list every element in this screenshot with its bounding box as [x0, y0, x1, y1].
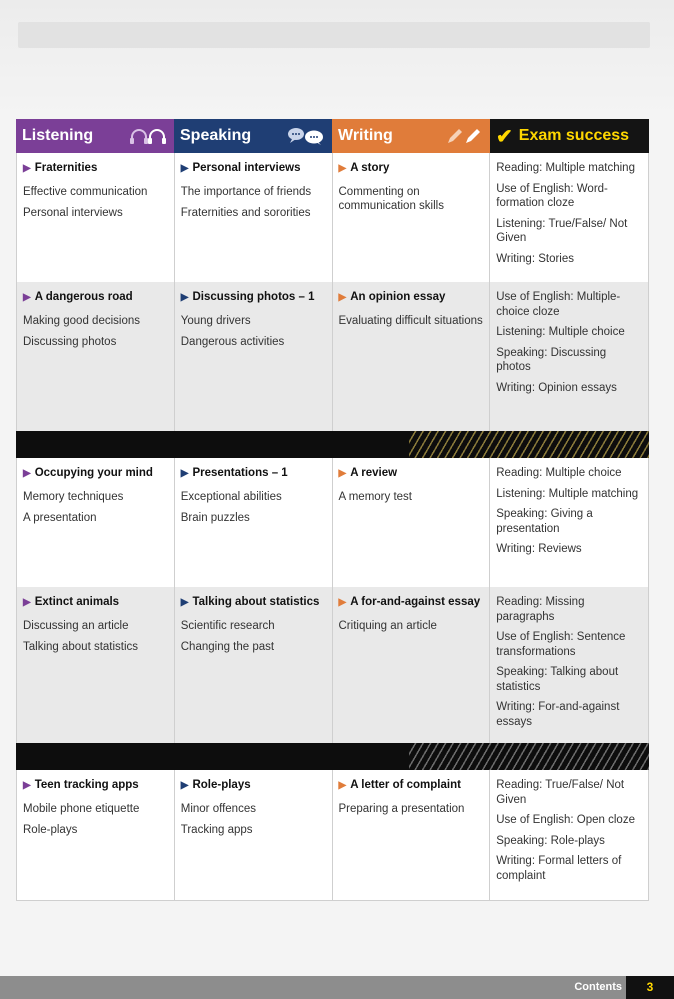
triangle-bullet-icon: ▶: [338, 597, 347, 608]
writing-cell: [333, 458, 491, 587]
table-row: [16, 153, 649, 282]
list-item: Use of English: Word-formation cloze: [496, 182, 608, 209]
list-item: Listening: True/False/ Not Given: [496, 217, 628, 244]
header-speaking-label: Speaking: [180, 127, 252, 144]
list-item: Scientific research: [180, 619, 275, 632]
triangle-bullet-icon: ▶: [180, 292, 189, 303]
listening-title: Occupying your mind: [34, 467, 153, 479]
list-item: Preparing a presentation: [338, 802, 465, 815]
table-row: [16, 587, 649, 743]
speaking-title: Talking about statistics: [192, 596, 320, 608]
listening-title: Fraternities: [34, 162, 98, 174]
list-item: Making good decisions: [23, 314, 140, 327]
listening-cell: [17, 282, 175, 431]
exam-cell: [490, 282, 649, 431]
exam-cell: [490, 770, 649, 900]
diagonal-stripes: [409, 743, 649, 770]
header-listening: [16, 119, 174, 153]
list-item: Young drivers: [180, 314, 251, 327]
triangle-bullet-icon: ▶: [180, 780, 189, 791]
faded-header-bar: [18, 22, 650, 48]
triangle-bullet-icon: ▶: [180, 468, 189, 479]
faded-background-top: [0, 0, 674, 118]
table-header: [16, 119, 649, 153]
page-footer: [0, 976, 674, 999]
triangle-bullet-icon: ▶: [338, 163, 347, 174]
listening-title: Teen tracking apps: [34, 779, 139, 791]
headphones-icon: [128, 127, 168, 145]
triangle-bullet-icon: ▶: [23, 780, 31, 791]
triangle-bullet-icon: ▶: [338, 292, 347, 303]
section-divider-band: [16, 431, 649, 458]
triangle-bullet-icon: ▶: [23, 468, 31, 479]
list-item: Tracking apps: [180, 824, 253, 836]
list-item: Use of English: Open cloze: [496, 814, 635, 826]
writing-title: A review: [350, 467, 398, 479]
list-item: Fraternities and sororities: [180, 207, 311, 219]
list-item: Speaking: Talking about statistics: [496, 666, 619, 693]
writing-title: A letter of complaint: [350, 779, 461, 791]
list-item: Critiquing an article: [338, 619, 437, 632]
speaking-title: Presentations – 1: [192, 467, 288, 479]
table-row: [16, 458, 649, 587]
exam-cell: [490, 587, 649, 743]
list-item: Reading: Missing paragraphs: [496, 596, 585, 623]
writing-cell: [333, 282, 491, 431]
speaking-title: Discussing photos – 1: [192, 291, 315, 303]
list-item: Effective communication: [23, 185, 148, 198]
list-item: A presentation: [23, 512, 97, 524]
speaking-cell: [175, 587, 333, 743]
list-item: Writing: Opinion essays: [496, 381, 617, 394]
list-item: Writing: For-and-against essays: [496, 701, 620, 728]
list-item: Reading: Multiple choice: [496, 467, 622, 479]
speaking-cell: [175, 770, 333, 900]
list-item: Commenting on communication skills: [338, 185, 444, 212]
triangle-bullet-icon: ▶: [23, 597, 31, 608]
list-item: Speaking: Role-plays: [496, 834, 605, 847]
speaking-cell: [175, 153, 333, 282]
pencil-icon: [444, 127, 484, 145]
listening-cell: [17, 458, 175, 587]
triangle-bullet-icon: ▶: [23, 292, 31, 303]
list-item: Reading: Multiple matching: [496, 162, 635, 174]
list-item: Evaluating difficult situations: [338, 314, 483, 327]
triangle-bullet-icon: ▶: [338, 468, 347, 479]
header-exam-label: Exam success: [518, 127, 630, 144]
speech-bubble-icon: [286, 127, 326, 145]
header-speaking: [174, 119, 332, 153]
list-item: Use of English: Multiple-choice cloze: [496, 291, 621, 318]
writing-cell: [333, 770, 491, 900]
writing-title: An opinion essay: [350, 291, 446, 303]
header-exam-success: [490, 119, 649, 153]
list-item: Personal interviews: [23, 207, 123, 219]
exam-cell: [490, 458, 649, 587]
triangle-bullet-icon: ▶: [180, 163, 189, 174]
list-item: Writing: Reviews: [496, 543, 582, 555]
list-item: Listening: Multiple matching: [496, 487, 639, 500]
header-writing: [332, 119, 490, 153]
list-item: Writing: Stories: [496, 252, 575, 265]
list-item: Use of English: Sentence transformations: [496, 631, 626, 658]
writing-cell: [333, 153, 491, 282]
list-item: Mobile phone etiquette: [23, 802, 140, 815]
speaking-title: Personal interviews: [192, 162, 301, 174]
writing-title: A for-and-against essay: [350, 596, 481, 608]
list-item: A memory test: [338, 490, 412, 503]
listening-cell: [17, 153, 175, 282]
speaking-title: Role-plays: [192, 779, 251, 791]
footer-label: Contents: [574, 981, 622, 993]
list-item: Speaking: Discussing photos: [496, 346, 607, 373]
writing-cell: [333, 587, 491, 743]
speaking-cell: [175, 458, 333, 587]
table-row: [16, 770, 649, 901]
list-item: Minor offences: [180, 802, 256, 815]
list-item: The importance of friends: [180, 185, 312, 198]
triangle-bullet-icon: ▶: [338, 780, 347, 791]
contents-table: [16, 119, 649, 901]
listening-title: Extinct animals: [34, 596, 120, 608]
list-item: Memory techniques: [23, 490, 124, 503]
header-writing-label: Writing: [338, 127, 393, 144]
list-item: Reading: True/False/ Not Given: [496, 779, 625, 806]
header-listening-label: Listening: [22, 127, 94, 144]
list-item: Dangerous activities: [180, 336, 285, 348]
list-item: Writing: Formal letters of complaint: [496, 855, 622, 882]
list-item: Talking about statistics: [23, 641, 139, 653]
triangle-bullet-icon: ▶: [180, 597, 189, 608]
section-divider-band: [16, 743, 649, 770]
listening-cell: [17, 770, 175, 900]
list-item: Role-plays: [23, 824, 78, 836]
triangle-bullet-icon: ▶: [23, 163, 31, 174]
list-item: Changing the past: [180, 641, 275, 653]
speaking-cell: [175, 282, 333, 431]
table-row: [16, 282, 649, 431]
listening-cell: [17, 587, 175, 743]
listening-title: A dangerous road: [34, 291, 133, 303]
list-item: Discussing photos: [23, 336, 117, 348]
checkmark-icon: ✔: [496, 125, 513, 148]
page-number: 3: [626, 976, 674, 999]
list-item: Brain puzzles: [180, 512, 250, 524]
exam-cell: [490, 153, 649, 282]
list-item: Exceptional abilities: [180, 490, 282, 503]
writing-title: A story: [350, 162, 390, 174]
list-item: Listening: Multiple choice: [496, 326, 625, 338]
list-item: Speaking: Giving a presentation: [496, 508, 593, 535]
list-item: Discussing an article: [23, 619, 129, 632]
diagonal-stripes: [409, 431, 649, 458]
